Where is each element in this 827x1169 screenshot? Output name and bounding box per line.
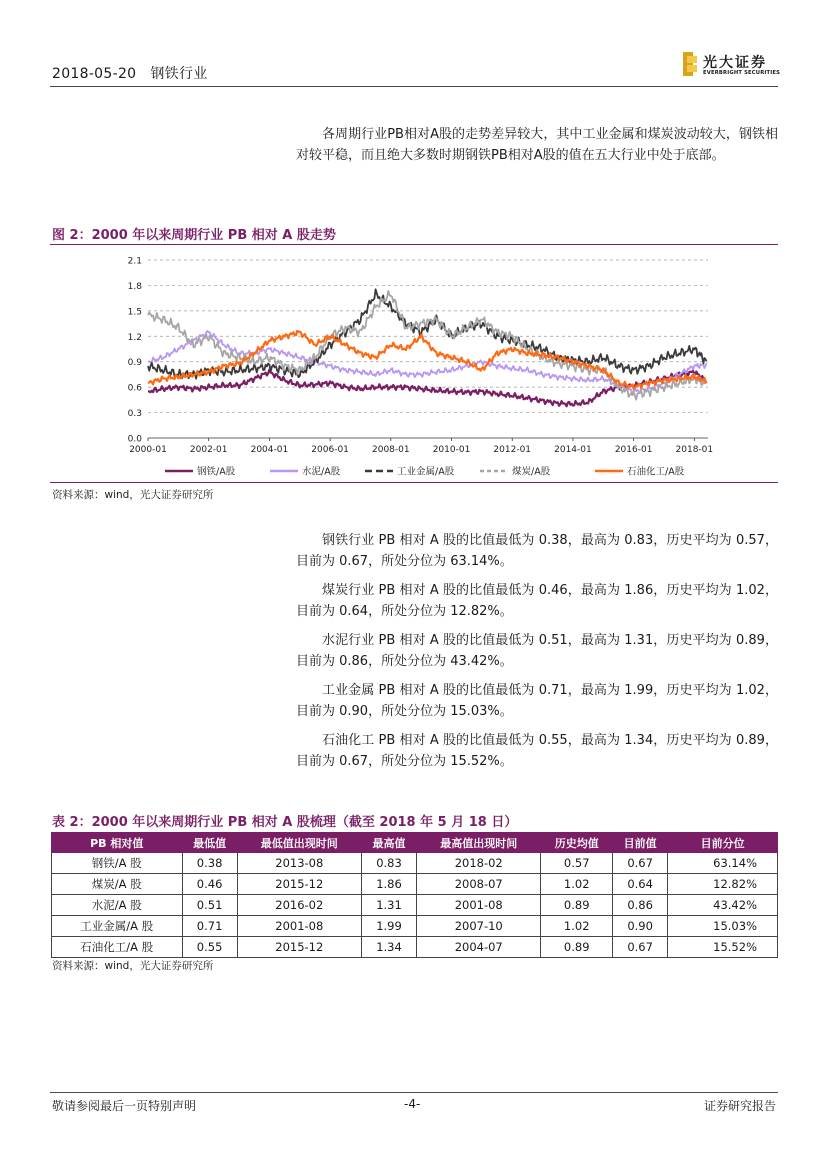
table-title: 表 2：2000 年以来周期行业 PB 相对 A 股梳理（截至 2018 年 5 月 18 日） (52, 815, 518, 830)
header-divider (50, 86, 778, 87)
table-cell: 0.38 (182, 853, 237, 874)
stat-coal: 煤炭行业 PB 相对 A 股的比值最低为 0.46，最高为 1.86，历史平均为 1.02，目前为 0.64，所处分位为 12.82%。 (296, 583, 778, 619)
table-cell: 1.34 (361, 937, 416, 958)
x-tick-label: 2010-01 (432, 445, 471, 455)
footer-divider (50, 1092, 778, 1093)
series-line-4 (148, 331, 707, 389)
pb-summary-table (51, 832, 778, 958)
y-tick-label: 0.3 (127, 409, 142, 420)
table-cell: 0.64 (613, 874, 668, 895)
table-cell: 2001-08 (237, 916, 361, 937)
table-cell: 0.89 (541, 895, 613, 916)
table-cell: 2018-02 (417, 853, 541, 874)
table-cell: 2016-02 (237, 895, 361, 916)
industry-label: 钢铁行业 (150, 66, 208, 82)
stat-cement: 水泥行业 PB 相对 A 股的比值最低为 0.51，最高为 1.31，历史平均为 0.89，目前为 0.86，所处分位为 43.42%。 (296, 633, 778, 669)
table-cell: 2007-10 (417, 916, 541, 937)
legend-label: 煤炭/A股 (512, 466, 551, 478)
table-row (52, 937, 778, 958)
y-tick-label: 0.0 (127, 434, 142, 445)
logo-text-en: EVERBRIGHT SECURITIES (703, 70, 781, 76)
col-header: 最高值出现时间 (417, 833, 541, 853)
figure-bottom-rule (50, 482, 778, 483)
logo-mark-icon (683, 52, 697, 76)
legend-label: 石油化工/A股 (627, 466, 685, 478)
table-cell: 2001-08 (417, 895, 541, 916)
table-row (52, 895, 778, 916)
figure-title-rule (50, 244, 778, 245)
logo (683, 50, 783, 82)
table-cell: 2013-08 (237, 853, 361, 874)
row-label: 煤炭/A 股 (52, 874, 183, 895)
table-cell: 0.89 (541, 937, 613, 958)
table-cell: 0.55 (182, 937, 237, 958)
table-cell: 0.51 (182, 895, 237, 916)
report-date: 2018-05-20 (52, 66, 137, 82)
pb-relative-chart (110, 250, 720, 480)
row-label: 钢铁/A 股 (52, 853, 183, 874)
legend-label: 水泥/A股 (302, 466, 341, 478)
intro-paragraph (296, 124, 778, 166)
y-tick-label: 1.5 (127, 307, 142, 318)
table-cell: 1.31 (361, 895, 416, 916)
footer-report-type: 证券研究报告 (704, 1099, 777, 1113)
table-header-row (52, 833, 778, 853)
table-cell: 1.02 (541, 916, 613, 937)
table-cell: 2004-07 (417, 937, 541, 958)
x-tick-label: 2008-01 (372, 445, 410, 455)
col-header: 最高值 (361, 833, 416, 853)
table-cell: 0.46 (182, 874, 237, 895)
legend-label: 钢铁/A股 (197, 466, 236, 478)
y-tick-label: 0.9 (127, 358, 142, 369)
table-cell: 2015-12 (237, 937, 361, 958)
x-tick-label: 2014-01 (554, 445, 592, 455)
table-cell: 1.02 (541, 874, 613, 895)
intro-text: 各周期行业PB相对A股的走势差异较大，其中工业金属和煤炭波动较大，钢铁相对较平稳，而且绝大多数时期钢铁PB相对A股的值在五大行业中处于底部。 (296, 127, 778, 163)
table-cell: 0.67 (613, 853, 668, 874)
stat-metal: 工业金属 PB 相对 A 股的比值最低为 0.71，最高为 1.99，历史平均为 1.02，目前为 0.90，所处分位为 15.03%。 (296, 683, 778, 719)
col-header: 最低值 (182, 833, 237, 853)
x-tick-label: 2006-01 (311, 445, 349, 455)
table-cell: 43.42% (668, 895, 778, 916)
row-label: 石油化工/A 股 (52, 937, 183, 958)
table-cell: 0.86 (613, 895, 668, 916)
table-cell: 1.99 (361, 916, 416, 937)
table-cell: 0.83 (361, 853, 416, 874)
x-tick-label: 2012-01 (493, 445, 532, 455)
stats-block (296, 530, 778, 772)
table-cell: 15.03% (668, 916, 778, 937)
table-cell: 0.71 (182, 916, 237, 937)
table-cell: 0.90 (613, 916, 668, 937)
col-header: 最低值出现时间 (237, 833, 361, 853)
header-left (52, 63, 222, 83)
table-cell: 0.57 (541, 853, 613, 874)
table-cell: 15.52% (668, 937, 778, 958)
col-header: 目前值 (613, 833, 668, 853)
col-header: 目前分位 (668, 833, 778, 853)
figure-source: 资料来源：wind，光大证券研究所 (52, 489, 214, 501)
y-tick-label: 1.8 (127, 281, 142, 292)
y-tick-label: 0.6 (127, 383, 142, 394)
page-number: -4- (404, 1097, 421, 1111)
series-line-3 (148, 291, 707, 400)
y-tick-label: 2.1 (127, 256, 142, 267)
col-header: 历史均值 (541, 833, 613, 853)
stat-steel: 钢铁行业 PB 相对 A 股的比值最低为 0.38，最高为 0.83，历史平均为 0.57，目前为 0.67，所处分位为 63.14%。 (296, 533, 778, 569)
table-source: 资料来源：wind，光大证券研究所 (52, 960, 214, 972)
table-cell: 1.86 (361, 874, 416, 895)
x-tick-label: 2016-01 (614, 445, 653, 455)
row-label: 工业金属/A 股 (52, 916, 183, 937)
y-tick-label: 1.2 (127, 332, 142, 343)
footer-disclaimer: 敬请参阅最后一页特别声明 (52, 1099, 197, 1113)
x-tick-label: 2000-01 (129, 445, 167, 455)
table-row (52, 916, 778, 937)
logo-text-cn: 光大证券 (703, 55, 767, 71)
stat-petrochem: 石油化工 PB 相对 A 股的比值最低为 0.55，最高为 1.34，历史平均为 0.89，目前为 0.67，所处分位为 15.52%。 (296, 733, 778, 769)
table-cell: 12.82% (668, 874, 778, 895)
row-label: 水泥/A 股 (52, 895, 183, 916)
table-cell: 0.67 (613, 937, 668, 958)
x-tick-label: 2018-01 (675, 445, 714, 455)
figure-title: 图 2：2000 年以来周期行业 PB 相对 A 股走势 (52, 228, 336, 243)
x-tick-label: 2004-01 (250, 445, 289, 455)
table-row (52, 853, 778, 874)
x-tick-label: 2002-01 (189, 445, 228, 455)
table-row (52, 874, 778, 895)
col-header: PB 相对值 (52, 833, 183, 853)
table-cell: 2015-12 (237, 874, 361, 895)
table-cell: 63.14% (668, 853, 778, 874)
table-cell: 2008-07 (417, 874, 541, 895)
legend-label: 工业金属/A股 (397, 466, 455, 478)
